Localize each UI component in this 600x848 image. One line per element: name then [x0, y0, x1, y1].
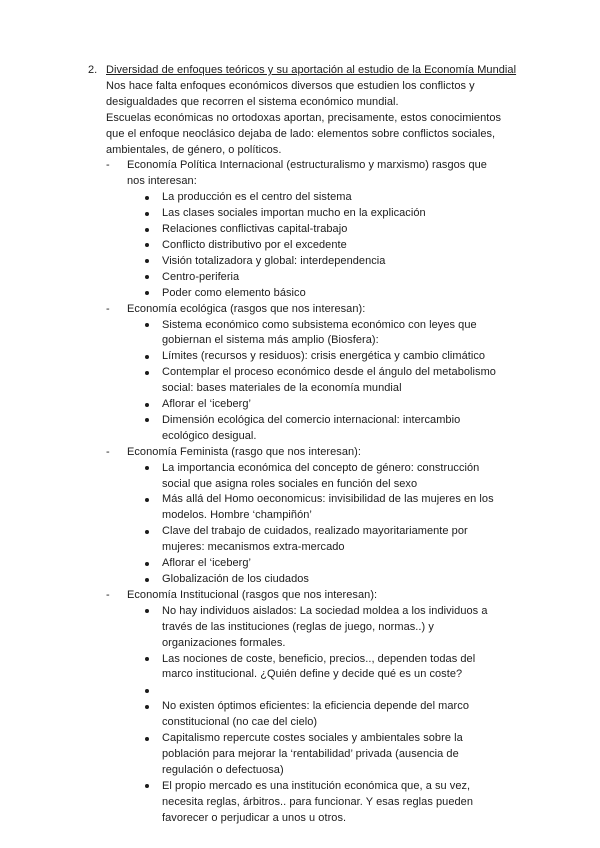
numbered-heading	[88, 63, 518, 79]
section-heading: Economía Política Internacional (estructuralismo y marxismo) rasgos que nos interesan:	[127, 159, 487, 188]
bullet-marker	[145, 222, 162, 238]
list-item-text: Globalización de los ciudados	[162, 573, 309, 585]
list-item-text: Centro-periferia	[162, 270, 240, 283]
section-item	[106, 588, 518, 604]
list-item	[145, 604, 518, 652]
list-item-text: Visión totalizadora y global: interdependencia	[162, 254, 386, 267]
bullet-marker	[145, 190, 162, 206]
list-item-text: Capitalismo repercute costes sociales y ambientales sobre la población para mejorar la ‘rentabilidad’ privada (ausencia de regulación o defectuosa)	[162, 732, 463, 776]
list-item	[145, 413, 518, 445]
list-item-text: No hay individuos aislados: La sociedad moldea a los individuos a través de las instituciones (reglas de juego, normas..) y organizaciones formales.	[162, 604, 488, 649]
list-item-text: Conflicto distributivo por el excedente	[162, 238, 347, 251]
dash-marker: -	[106, 588, 110, 601]
bullet-marker	[145, 572, 162, 588]
intro-paragraph: Escuelas económicas no ortodoxas aportan, precisamente, estos conocimientos que el enfoque neoclásico dejaba de lado: elementos sobre conflictos sociales, ambientales, de género, o políticos.	[106, 111, 502, 156]
list-item-text: La importancia económica del concepto de género: construcción social que asigna roles sociales en función del sexo	[162, 461, 480, 490]
bullet-marker	[145, 524, 162, 556]
dash-marker: -	[106, 445, 110, 458]
list-item	[145, 779, 518, 827]
list-item	[145, 572, 518, 588]
list-item-text: Aflorar el ‘iceberg’	[162, 557, 252, 570]
dash-marker: -	[106, 159, 110, 172]
list-number: 2.	[88, 64, 98, 76]
list-item-text: Contemplar el proceso económico desde el ángulo del metabolismo social: bases materiales de la economía mundial	[162, 366, 496, 395]
list-item-text: Poder como elemento básico	[162, 286, 306, 299]
list-item	[145, 349, 518, 365]
list-item-text: Sistema económico como subsistema económico con leyes que gobiernan el sistema más amplio (Biosfera):	[162, 318, 477, 347]
list-item-text: Clave del trabajo de cuidados, realizado mayoritariamente por mujeres: mecanismos extra-mercado	[162, 525, 468, 554]
section-item	[106, 158, 518, 190]
list-item	[145, 492, 518, 524]
bullet-marker	[145, 492, 162, 524]
list-item	[145, 238, 518, 254]
section-item	[106, 445, 518, 461]
list-item	[145, 206, 518, 222]
list-item	[145, 365, 518, 397]
list-item-text: Límites (recursos y residuos): crisis energética y cambio climático	[162, 350, 486, 363]
bullet-marker	[145, 206, 162, 222]
section-heading: Economía ecológica (rasgos que nos interesan):	[127, 302, 366, 315]
dash-marker: -	[106, 302, 110, 315]
bullet-marker	[145, 397, 162, 413]
list-item-text: Aflorar el ‘iceberg’	[162, 398, 252, 411]
list-item-text: Las clases sociales importan mucho en la explicación	[162, 207, 426, 220]
page-title: Diversidad de enfoques teóricos y su aportación al estudio de la Economía Mundial	[106, 64, 517, 76]
bullet-marker	[145, 699, 162, 731]
bullet-marker	[145, 461, 162, 493]
list-item-text: Dimensión ecológica del comercio internacional: intercambio ecológico desigual.	[162, 413, 461, 442]
list-item	[145, 318, 518, 350]
list-item-text: Relaciones conflictivas capital-trabajo	[162, 223, 348, 236]
bullet-marker	[145, 683, 162, 699]
section-heading: Economía Feminista (rasgo que nos interesan):	[127, 445, 361, 458]
bullet-marker	[145, 731, 162, 779]
list-item	[145, 461, 518, 493]
bullet-marker	[145, 254, 162, 270]
list-item	[145, 254, 518, 270]
sections-list	[88, 158, 518, 826]
list-item	[145, 556, 518, 572]
bullet-marker	[145, 286, 162, 302]
bullet-marker	[145, 652, 162, 684]
bullet-marker	[145, 238, 162, 254]
bullet-marker	[145, 413, 162, 445]
bullet-marker	[145, 318, 162, 350]
list-item-text: Las nociones de coste, beneficio, precios.., dependen todas del marco institucional. ¿Quién define y decide qué es un coste?	[162, 652, 476, 681]
list-item-text: No existen óptimos eficientes: la eficiencia depende del marco constitucional (no cae del cielo)	[162, 700, 469, 729]
bullet-marker	[145, 556, 162, 572]
list-item	[145, 270, 518, 286]
list-item	[145, 397, 518, 413]
bullet-marker	[145, 779, 162, 827]
list-item	[145, 222, 518, 238]
list-item	[145, 652, 518, 684]
list-item	[145, 190, 518, 206]
section-item	[106, 302, 518, 318]
section-heading: Economía Institucional (rasgos que nos interesan):	[127, 588, 378, 601]
list-item	[145, 683, 518, 699]
intro-paragraph: Nos hace falta enfoques económicos diversos que estudien los conflictos y desigualdades que recorren el sistema económico mundial.	[106, 79, 475, 108]
list-item-text: El propio mercado es una institución económica que, a su vez, necesita reglas, árbitros.. para funcionar. Y esas reglas pueden favorecer o perjudicar a unos u otros.	[162, 779, 473, 824]
bullet-marker	[145, 604, 162, 652]
list-item-text: Más allá del Homo oeconomicus: invisibilidad de las mujeres en los modelos. Hombre ‘champiñón’	[162, 493, 494, 522]
bullet-marker	[145, 365, 162, 397]
bullet-marker	[145, 349, 162, 365]
list-item	[145, 524, 518, 556]
list-item	[145, 699, 518, 731]
list-item-text: La producción es el centro del sistema	[162, 191, 352, 204]
list-item	[145, 286, 518, 302]
bullet-marker	[145, 270, 162, 286]
list-item	[145, 731, 518, 779]
